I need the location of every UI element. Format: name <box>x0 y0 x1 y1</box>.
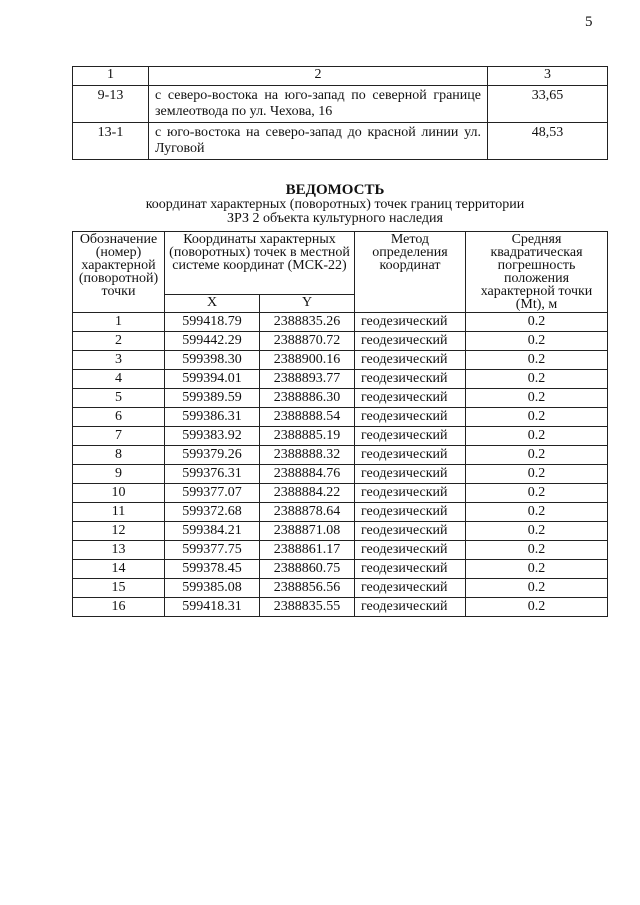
accuracy-cell: 0.2 <box>466 370 608 389</box>
method-cell: геодезический <box>355 541 466 560</box>
table-row <box>73 541 608 560</box>
header-point: Обозначение (номер) характерной (поворотной) точки <box>73 232 165 313</box>
y-coordinate-cell: 2388871.08 <box>260 522 355 541</box>
y-coordinate-cell: 2388893.77 <box>260 370 355 389</box>
method-cell: геодезический <box>355 579 466 598</box>
accuracy-cell: 0.2 <box>466 560 608 579</box>
accuracy-cell: 0.2 <box>466 389 608 408</box>
method-cell: геодезический <box>355 503 466 522</box>
y-coordinate-cell: 2388900.16 <box>260 351 355 370</box>
accuracy-cell: 0.2 <box>466 465 608 484</box>
point-number-cell: 3 <box>73 351 165 370</box>
length-cell: 33,65 <box>488 86 608 123</box>
point-number-cell: 9 <box>73 465 165 484</box>
y-coordinate-cell: 2388878.64 <box>260 503 355 522</box>
table-row <box>73 427 608 446</box>
method-cell: геодезический <box>355 408 466 427</box>
table-row <box>73 598 608 617</box>
point-number-cell: 14 <box>73 560 165 579</box>
statement-subtitle-line2: ЗРЗ 2 объекта культурного наследия <box>227 211 443 226</box>
x-coordinate-cell: 599398.30 <box>165 351 260 370</box>
header-method: Метод определения координат <box>355 232 466 313</box>
table-row <box>73 446 608 465</box>
table-row <box>73 313 608 332</box>
statement-heading <box>60 182 610 226</box>
segment-cell: 13-1 <box>73 123 149 160</box>
x-coordinate-cell: 599384.21 <box>165 522 260 541</box>
point-number-cell: 13 <box>73 541 165 560</box>
y-coordinate-cell: 2388888.32 <box>260 446 355 465</box>
x-coordinate-cell: 599442.29 <box>165 332 260 351</box>
table-row <box>73 408 608 427</box>
accuracy-cell: 0.2 <box>466 446 608 465</box>
x-coordinate-cell: 599418.79 <box>165 313 260 332</box>
accuracy-cell: 0.2 <box>466 427 608 446</box>
point-number-cell: 5 <box>73 389 165 408</box>
table-row <box>73 465 608 484</box>
y-coordinate-cell: 2388835.55 <box>260 598 355 617</box>
table-row <box>73 522 608 541</box>
statement-subtitle-line1: координат характерных (поворотных) точек границ территории <box>145 197 525 212</box>
x-coordinate-cell: 599385.08 <box>165 579 260 598</box>
boundary-table-header <box>73 67 608 86</box>
x-coordinate-cell: 599386.31 <box>165 408 260 427</box>
header-y: Y <box>260 295 355 313</box>
header-x: X <box>165 295 260 313</box>
x-coordinate-cell: 599377.07 <box>165 484 260 503</box>
accuracy-cell: 0.2 <box>466 484 608 503</box>
coordinates-table <box>72 231 608 617</box>
boundary-header-col3: 3 <box>488 67 608 86</box>
method-cell: геодезический <box>355 484 466 503</box>
method-cell: геодезический <box>355 427 466 446</box>
method-cell: геодезический <box>355 332 466 351</box>
description-cell: с юго-востока на северо-запад до красной линии ул. Луговой <box>149 123 488 160</box>
length-cell: 48,53 <box>488 123 608 160</box>
method-cell: геодезический <box>355 598 466 617</box>
y-coordinate-cell: 2388860.75 <box>260 560 355 579</box>
accuracy-cell: 0.2 <box>466 351 608 370</box>
method-cell: геодезический <box>355 446 466 465</box>
method-cell: геодезический <box>355 313 466 332</box>
accuracy-cell: 0.2 <box>466 522 608 541</box>
method-cell: геодезический <box>355 351 466 370</box>
point-number-cell: 12 <box>73 522 165 541</box>
y-coordinate-cell: 2388884.76 <box>260 465 355 484</box>
y-coordinate-cell: 2388870.72 <box>260 332 355 351</box>
coordinates-table-body <box>73 313 608 617</box>
table-row <box>73 579 608 598</box>
method-cell: геодезический <box>355 560 466 579</box>
accuracy-cell: 0.2 <box>466 332 608 351</box>
table-row <box>73 332 608 351</box>
x-coordinate-cell: 599377.75 <box>165 541 260 560</box>
table-row <box>73 484 608 503</box>
method-cell: геодезический <box>355 370 466 389</box>
y-coordinate-cell: 2388884.22 <box>260 484 355 503</box>
point-number-cell: 6 <box>73 408 165 427</box>
y-coordinate-cell: 2388888.54 <box>260 408 355 427</box>
accuracy-cell: 0.2 <box>466 408 608 427</box>
table-row <box>73 351 608 370</box>
point-number-cell: 10 <box>73 484 165 503</box>
point-number-cell: 11 <box>73 503 165 522</box>
point-number-cell: 7 <box>73 427 165 446</box>
y-coordinate-cell: 2388885.19 <box>260 427 355 446</box>
method-cell: геодезический <box>355 522 466 541</box>
segment-cell: 9-13 <box>73 86 149 123</box>
method-cell: геодезический <box>355 389 466 408</box>
x-coordinate-cell: 599372.68 <box>165 503 260 522</box>
boundary-row <box>73 86 608 123</box>
point-number-cell: 15 <box>73 579 165 598</box>
boundary-row <box>73 123 608 160</box>
statement-title: ВЕДОМОСТЬ <box>285 182 385 198</box>
header-accuracy: Средняя квадратическая погрешность положения характерной точки (Mt), м <box>466 232 608 313</box>
boundary-header-col2: 2 <box>149 67 488 86</box>
point-number-cell: 2 <box>73 332 165 351</box>
point-number-cell: 16 <box>73 598 165 617</box>
boundary-table <box>72 66 608 160</box>
accuracy-cell: 0.2 <box>466 579 608 598</box>
table-row <box>73 370 608 389</box>
description-cell: с северо-востока на юго-запад по северной границе землеотвода по ул. Чехова, 16 <box>149 86 488 123</box>
accuracy-cell: 0.2 <box>466 541 608 560</box>
accuracy-cell: 0.2 <box>466 313 608 332</box>
x-coordinate-cell: 599418.31 <box>165 598 260 617</box>
page-number: 5 <box>585 14 593 30</box>
table-row <box>73 560 608 579</box>
accuracy-cell: 0.2 <box>466 598 608 617</box>
y-coordinate-cell: 2388886.30 <box>260 389 355 408</box>
table-row <box>73 503 608 522</box>
point-number-cell: 4 <box>73 370 165 389</box>
x-coordinate-cell: 599378.45 <box>165 560 260 579</box>
y-coordinate-cell: 2388856.56 <box>260 579 355 598</box>
point-number-cell: 8 <box>73 446 165 465</box>
y-coordinate-cell: 2388861.17 <box>260 541 355 560</box>
boundary-header-col1: 1 <box>73 67 149 86</box>
x-coordinate-cell: 599383.92 <box>165 427 260 446</box>
point-number-cell: 1 <box>73 313 165 332</box>
header-coordinates: Координаты характерных (поворотных) точек в местной системе координат (МСК-22) <box>165 232 355 295</box>
table-row <box>73 389 608 408</box>
x-coordinate-cell: 599376.31 <box>165 465 260 484</box>
x-coordinate-cell: 599379.26 <box>165 446 260 465</box>
method-cell: геодезический <box>355 465 466 484</box>
x-coordinate-cell: 599394.01 <box>165 370 260 389</box>
accuracy-cell: 0.2 <box>466 503 608 522</box>
x-coordinate-cell: 599389.59 <box>165 389 260 408</box>
y-coordinate-cell: 2388835.26 <box>260 313 355 332</box>
